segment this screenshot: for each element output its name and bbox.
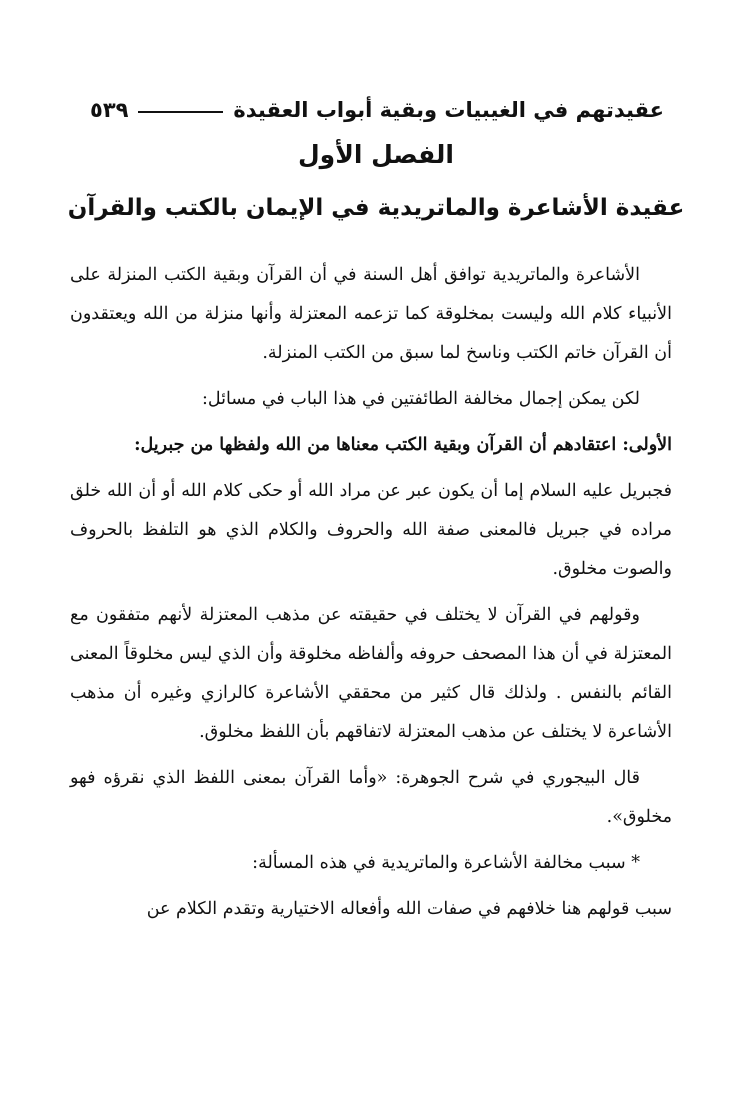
chapter-title: الفصل الأول: [297, 140, 455, 169]
paragraph-1: الأشاعرة والماتريدية توافق أهل السنة في أن القرآن وبقية الكتب المنزلة على الأنبياء كلام الله وليست بمخلوقة كما تزعمه المعتزلة وأنها منزلة من الله ويعتقدون أن القرآن خاتم الكتب وناسخ لما سبق من الكتب المنزلة.: [70, 265, 672, 363]
running-header: [90, 82, 664, 122]
section-heading-cause: * سبب مخالفة الأشاعرة والماتريدية في هذه المسألة:: [252, 853, 640, 873]
body-text: [70, 256, 672, 936]
paragraph-3: فجبريل عليه السلام إما أن يكون عبر عن مراد الله أو حكى كلام الله أو أن الله خلق مراده في جبريل فالمعنى صفة الله والحروف والكلام الذي هو التلفظ بالحروف والصوت مخلوق.: [70, 481, 672, 579]
header-rule: [138, 111, 223, 113]
page-number: ٥٣٩: [90, 98, 129, 122]
running-title: عقيدتهم في الغيبيات وبقية أبواب العقيدة: [233, 98, 664, 122]
chapter-subtitle: عقيدة الأشاعرة والماتريدية في الإيمان بالكتب والقرآن: [67, 195, 685, 221]
paragraph-4: وقولهم في القرآن لا يختلف في حقيقته عن مذهب المعتزلة لأنهم متفقون مع المعتزلة في أن هذا المصحف حروفه وألفاظه مخلوقة وأن الذي ليس مخلوقاً المعنى القائم بالنفس . ولذلك قال كثير من محققي الأشاعرة كالرازي وغيره أن مذهب الأشاعرة لا يختلف عن مذهب المعتزلة لاتفاقهم بأن اللفظ مخلوق.: [70, 605, 672, 742]
paragraph-5: قال البيجوري في شرح الجوهرة: «وأما القرآن بمعنى اللفظ الذي نقرؤه فهو مخلوق».: [70, 768, 672, 827]
section-heading-first: الأولى: اعتقادهم أن القرآن وبقية الكتب معناها من الله ولفظها من جبريل:: [134, 435, 672, 455]
paragraph-2: لكن يمكن إجمال مخالفة الطائفتين في هذا الباب في مسائل:: [201, 389, 640, 409]
paragraph-6: سبب قولهم هنا خلافهم في صفات الله وأفعاله الاختيارية وتقدم الكلام عن: [146, 899, 672, 919]
